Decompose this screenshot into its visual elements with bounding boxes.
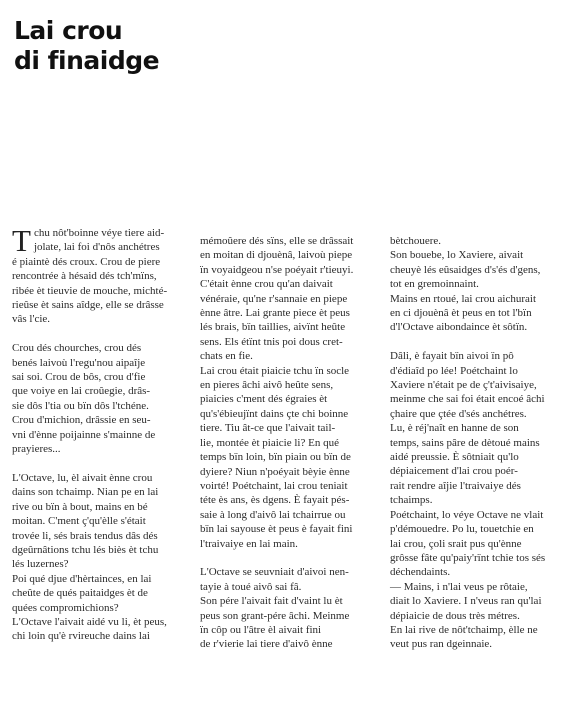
text-line: que voiye en lai croûegie, drâs-: [12, 385, 151, 398]
text-line: lés luzernes?: [12, 558, 69, 571]
text-line: en moitan di djouènâ, laivoù piepe: [200, 249, 353, 262]
text-line: çhaire que çtée d'sés anchétres.: [390, 407, 527, 420]
text-line: Poétchaint, lo véye Octave ne vlait: [390, 508, 544, 521]
text-line: veut pus ran dgeinnaie.: [390, 638, 493, 651]
text-line: sai soi. Crou de bôs, crou d'fie: [12, 371, 146, 384]
text-line: Crou d'michion, drâssie en seu-: [12, 414, 151, 427]
text-line: en pieres âchi aivô heûte sens,: [200, 379, 334, 392]
text-line: rait rendre aîjie l'traivaiye dés: [390, 479, 521, 492]
text-line: l'traivaiye en lai main.: [200, 537, 298, 550]
text-line: chats en fie.: [200, 350, 253, 363]
text-line: vénéraie, qu'ne r'sannaie en piepe: [200, 292, 348, 305]
text-line: — Mains, i n'lai veus pe rôtaie,: [390, 580, 528, 593]
text-line: dyiere? Niun n'poéyait bèyie ènne: [200, 465, 350, 478]
text-line: L'Octave, lu, èl aivait ènne crou: [12, 471, 153, 484]
text-line: aidé preussie. È sôtniait qu'lo: [390, 451, 519, 464]
text-line: Lu, è réj'naît en hanne de son: [390, 422, 519, 435]
text-line: d'l'Octave aibondaince èt sôtïn.: [390, 321, 528, 334]
text-line: qu's'ébieujïnt dains çte chi boinne: [200, 407, 349, 420]
text-line: cheuyè lés eûsaidges d's'és d'gens,: [390, 263, 541, 276]
text-line: tot en gremoinnaint.: [390, 278, 479, 291]
text-line: dépiaicie de dous très métres.: [390, 609, 520, 622]
text-line: Mains en rtoué, lai crou aichurait: [390, 292, 537, 305]
text-column-2: [200, 234, 372, 652]
paragraph-2: [390, 349, 568, 652]
text-line: saie à long d'aivô lai tchairrue ou: [200, 508, 346, 521]
text-line: rencontrée à hésaid dés tch'mïns,: [12, 270, 157, 283]
text-line: lés brais, bïn taillies, aivïnt heûte: [200, 321, 346, 334]
text-line: vni d'ènne poijainne s'mainne de: [12, 428, 156, 441]
paragraph-2: [200, 565, 372, 651]
text-line: Lai crou était piaicie tchu ïn socle: [200, 364, 350, 377]
text-line: tayie à toué aivô sai fâ.: [200, 580, 302, 593]
text-line: Son bouebe, lo Xaviere, aivait: [390, 249, 524, 262]
text-line: Crou dés chourches, crou dés: [12, 342, 142, 355]
text-line: rieûse èt sains aîdge, elle se drâsse: [12, 299, 164, 312]
text-line: tiere. Tiu ât-ce que l'aivait tail-: [200, 422, 336, 435]
text-line: d'édiaîd po lée! Poétchaint lo: [390, 364, 518, 377]
text-line: diait lo Xaviere. I n'veus ran qu'lai: [390, 595, 542, 608]
text-line: Xaviere n'était pe de ç't'aivisaiye,: [390, 379, 537, 392]
text-line: bètchouere.: [390, 235, 441, 247]
text-line: lie, montée èt piaicie li? En qué: [200, 436, 339, 449]
text-line: bïn lai sayouse èt peus è fayait fini: [200, 523, 353, 536]
text-line: Poi qué djue d'hèrtainces, en lai: [12, 572, 152, 585]
text-line: L'Octave se seuvniait d'aivoi nen-: [200, 566, 349, 579]
title-line-2: di finaidge: [14, 46, 160, 75]
text-line: benés laivoù l'regu'nou aipaîje: [12, 356, 146, 369]
text-line: dains son tchaimp. Nian pe en lai: [12, 486, 159, 499]
text-line: ènne âtre. Lai grante piece èt peus: [200, 307, 350, 320]
text-line: déchendaints.: [390, 566, 451, 579]
text-line: voirté! Poétchaint, lai crou teniait: [200, 479, 348, 492]
text-line: jolate, lai foi d'nôs anchétres: [33, 241, 160, 254]
text-line: dépiaicement d'lai crou poér-: [390, 465, 518, 478]
text-line: mémoûere dés sïns, elle se drâssait: [200, 235, 354, 247]
drop-cap: T: [12, 223, 31, 258]
text-column-3: [390, 234, 568, 652]
page-title: [14, 16, 159, 76]
paragraph-1: [200, 234, 372, 551]
text-line: dgeûrnâtions tchu lés biès èt tchu: [12, 543, 159, 556]
text-line: tchaimps.: [390, 494, 433, 507]
text-line: En lai rive de nôt'tchaimp, èlle ne: [390, 623, 538, 636]
paragraph-3: [12, 471, 172, 644]
paragraph-1: [390, 234, 568, 335]
text-line: piaicies c'ment dés égraies èt: [200, 393, 328, 406]
text-line: téte ès ans, ès dgens. È fayait pés-: [200, 494, 350, 507]
text-line: trovée li, sés brais tendus dâs dés: [12, 529, 158, 542]
paragraph-1: [12, 223, 172, 327]
text-line: C'était ènne crou qu'an daivait: [200, 278, 333, 291]
text-line: vâs l'cie.: [12, 313, 51, 326]
text-line: ribée èt tieuvie de mouche, michté-: [12, 284, 168, 297]
text-line: grôsse fâte qu'paiy'rïnt tchie tos sés: [390, 551, 546, 564]
title-line-1: Lai crou: [14, 16, 123, 45]
text-line: quées compromichions?: [12, 601, 119, 614]
text-line: prayieres...: [12, 443, 61, 456]
text-line: p'démouedre. Po lu, touetchie en: [390, 523, 534, 536]
text-line: sie dôs l'tia ou bïn dôs l'tchéne.: [12, 399, 149, 412]
text-line: ïn côp ou l'âtre èl aivait fini: [200, 623, 322, 636]
text-line: é piaintè dés croux. Crou de piere: [12, 255, 161, 268]
text-line: L'Octave l'aivait aidé vu li, èt peus,: [12, 615, 167, 628]
text-line: en ci djouènâ èt peus en tot l'bïn: [390, 307, 532, 320]
text-line: peus son grant-pére âchi. Meinme: [200, 609, 350, 622]
text-column-1: [12, 223, 172, 644]
text-line: temps, sains pâre de dètoué mains: [390, 436, 540, 449]
text-line: ïn voyaidgeou n'se poéyait r'tieuyi.: [200, 263, 354, 276]
text-line: lai crou, çoli srait pus qu'ènne: [390, 537, 522, 550]
text-line: chu nôt'boinne véye tiere aid-: [33, 227, 165, 239]
text-line: meinme che sai foi était encoé âchi: [390, 393, 545, 406]
text-line: Dâli, è fayait bïn aivoi ïn pô: [390, 350, 514, 363]
text-line: chi loin qu'è rvireuche dains lai: [12, 630, 150, 643]
text-line: de r'vierie lai tiere d'aivô ènne: [200, 638, 333, 651]
text-line: rive ou bïn à bout, mains en bé: [12, 500, 148, 513]
text-line: sens. Els étïnt tnis poi dous cret-: [200, 335, 343, 348]
text-line: cheûte de qués paitaidges èt de: [12, 587, 148, 600]
text-line: moitan. C'ment ç'qu'èlle s'était: [12, 515, 146, 528]
text-line: temps bïn loin, bïn piain ou bïn de: [200, 451, 351, 464]
paragraph-2: [12, 341, 172, 456]
text-line: Son pére l'aivait fait d'vaint lu èt: [200, 595, 343, 608]
